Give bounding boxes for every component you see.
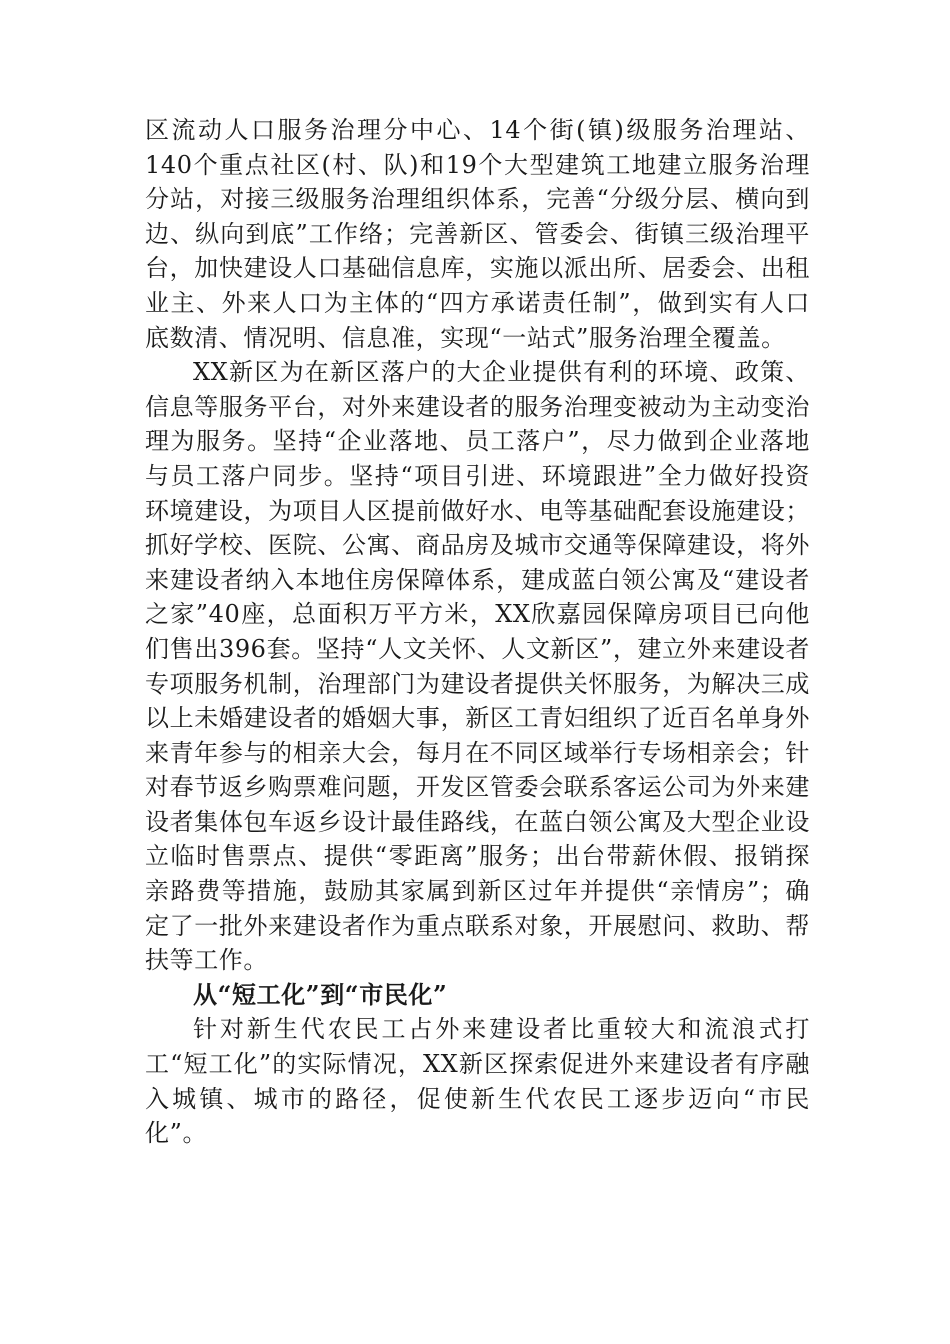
section-heading: 从“短工化”到“市民化” <box>193 979 448 1009</box>
paragraph-service-platform: XX新区为在新区落户的大企业提供有利的环境、政策、信息等服务平台，对外来建设者的服务治理变被动为主动变治理为服务。坚持“企业落地、员工落户”，尽力做到企业落地与员工落户同步。坚持“项目引进、环境跟进”全力做好投资环境建设，为项目人区提前做好水、电等基础配套设施建设；抓好学校、医院、公寓、商品房及城市交通等保障建设，将外来建设者纳入本地住房保障体系，建成蓝白领公寓及“建设者之家”40座，总面积万平方米，XX欣嘉园保障房项目已向他们售出396套。坚持“人文关怀、人文新区”，建立外来建设者专项服务机制，治理部门为建设者提供关怀服务，为解决三成以上未婚建设者的婚姻大事，新区工青妇组织了近百名单身外来青年参与的相亲大会，每月在不同区域举行专场相亲会；针对春节返乡购票难问题，开发区管委会联系客运公司为外来建设者集体包车返乡设计最佳路线，在蓝白领公寓及大型企业设立临时售票点、提供“零距离”服务；出台带薪休假、报销探亲路费等措施，鼓励其家属到新区过年并提供“亲情房”；确定了一批外来建设者作为重点联系对象，开展慰问、救助、帮扶等工作。 <box>145 358 810 975</box>
document-body <box>145 113 810 1151</box>
paragraph-closing: 针对新生代农民工占外来建设者比重较大和流浪式打工“短工化”的实际情况，XX新区探索促进外来建设者有序融入城镇、城市的路径，促使新生代农民工逐步迈向“市民化”。 <box>145 1015 810 1148</box>
paragraph-continuation: 区流动人口服务治理分中心、14个街(镇)级服务治理站、140个重点社区(村、队)和19个大型建筑工地建立服务治理分站，对接三级服务治理组织体系，完善“分级分层、横向到边、纵向到底”工作络；完善新区、管委会、街镇三级治理平台，加快建设人口基础信息库，实施以派出所、居委会、出租业主、外来人口为主体的“四方承诺责任制”，做到实有人口底数清、情况明、信息准，实现“一站式”服务治理全覆盖。 <box>145 116 810 352</box>
